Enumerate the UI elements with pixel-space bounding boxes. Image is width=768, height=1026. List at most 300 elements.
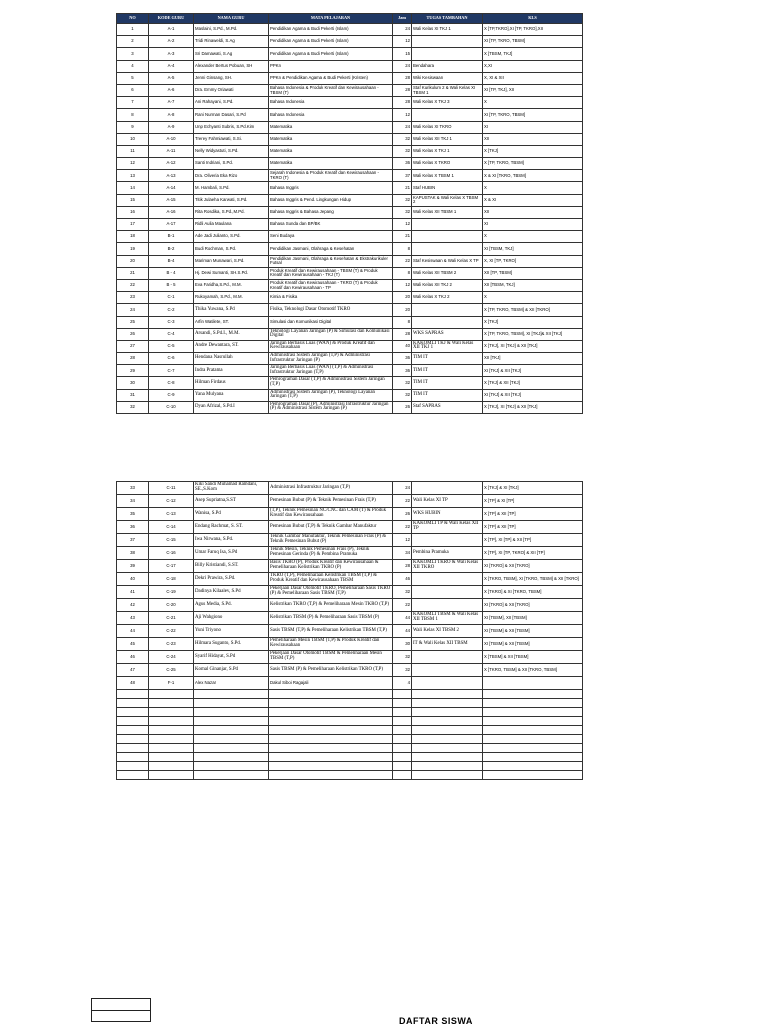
table-header-row bbox=[117, 14, 583, 24]
empty-cell bbox=[117, 735, 149, 744]
cell-kode: C-20 bbox=[149, 599, 194, 612]
cell-mapel: Kelistrikan TKRO (T,P) & Pemeliharaan Mesin TKRO (T,P) bbox=[269, 599, 393, 612]
cell-nama: Dekri Prawira, S.Pd. bbox=[194, 573, 269, 586]
cell-no: 6 bbox=[117, 84, 149, 96]
cell-tugas: TIM IT bbox=[412, 377, 483, 389]
cell-no: 36 bbox=[117, 521, 149, 534]
cell-mapel: Pemesinan Bubut (P) & Teknik Pemesinan Frais (T,P) bbox=[269, 495, 393, 508]
empty-row bbox=[117, 699, 583, 708]
cell-tugas: Wali Kelas XI TP bbox=[412, 495, 483, 508]
cell-kls: X [TKRO, TBSM] & XII [TKRO, TBSM] bbox=[483, 664, 583, 677]
empty-cell bbox=[412, 735, 483, 744]
cell-jam: 12 bbox=[393, 36, 412, 48]
empty-cell bbox=[269, 762, 393, 771]
empty-cell bbox=[393, 708, 412, 717]
cell-kode: A-15 bbox=[149, 194, 194, 206]
cell-nama: Hj. Dewi Sumanti, SH.S.Pd. bbox=[194, 267, 269, 279]
cell-nama: Arsandi, S.Pd.I., M.M. bbox=[194, 328, 269, 340]
empty-cell bbox=[412, 762, 483, 771]
empty-cell bbox=[483, 753, 583, 762]
empty-row bbox=[117, 690, 583, 699]
cell-nama: Tridi Rinaweldi, S.Ag bbox=[194, 36, 269, 48]
cell-kode: C-12 bbox=[149, 495, 194, 508]
table-row bbox=[117, 60, 583, 72]
cell-jam: 30 bbox=[393, 638, 412, 651]
cell-kode: A-11 bbox=[149, 145, 194, 157]
cell-tugas: Wali Kelas XII TKJ 1 bbox=[412, 133, 483, 145]
cell-jam: 46 bbox=[393, 573, 412, 586]
cell-kls: X,XI bbox=[483, 60, 583, 72]
cell-kls: XI [TKRO] & XII [TKRO] bbox=[483, 560, 583, 573]
empty-cell bbox=[412, 744, 483, 753]
cell-kode: C-5 bbox=[149, 340, 194, 352]
table-row bbox=[117, 279, 583, 291]
empty-row bbox=[117, 717, 583, 726]
table-row bbox=[117, 340, 583, 352]
cell-kode: B-4 bbox=[149, 255, 194, 267]
cell-mapel: (T,P), Teknik Pemesinan NC/CNC dan CAM (T) & Produk Kreatif dan Kewirausahaan bbox=[269, 508, 393, 521]
empty-cell bbox=[149, 771, 194, 780]
cell-jam: 24 bbox=[393, 24, 412, 36]
table-row bbox=[117, 182, 583, 194]
cell-no: 3 bbox=[117, 48, 149, 60]
cell-nama: Rani Nurman Dasari, S.Pd bbox=[194, 109, 269, 121]
cell-no: 2 bbox=[117, 36, 149, 48]
cell-mapel: Teknik Gambar Manufaktur, Teknik Pemesinan Frais (P) & Teknik Pemesinan Bubut (P) bbox=[269, 534, 393, 547]
cell-tugas: WKS SAPRAS bbox=[412, 328, 483, 340]
empty-cell bbox=[393, 726, 412, 735]
cell-no: 44 bbox=[117, 625, 149, 638]
cell-mapel: Sasis TBSM (T,P) & Pemeliharaan Kelistrikan TBSM (T,P) bbox=[269, 625, 393, 638]
cell-no: 4 bbox=[117, 60, 149, 72]
table-row bbox=[117, 328, 583, 340]
cell-mapel: Bahasa Sunda dan BP/BK bbox=[269, 219, 393, 231]
cell-tugas bbox=[412, 231, 483, 243]
teacher-table-2 bbox=[116, 481, 583, 780]
cell-kls: X bbox=[483, 292, 583, 304]
cell-no: 34 bbox=[117, 495, 149, 508]
empty-cell bbox=[393, 771, 412, 780]
cell-kls: XI [TKJ] & XII [TKJ] bbox=[483, 389, 583, 401]
empty-cell bbox=[117, 690, 149, 699]
empty-cell bbox=[412, 753, 483, 762]
cell-no: 9 bbox=[117, 121, 149, 133]
cell-jam: 22 bbox=[393, 255, 412, 267]
cell-mapel: Teknik Mesin, Teknik Pemesinan Frais (P), Teknik Pemesinan Gerinda (P) & Pembina Pramuka bbox=[269, 547, 393, 560]
cell-jam: 28 bbox=[393, 72, 412, 84]
empty-cell bbox=[194, 753, 269, 762]
cell-mapel: Pemrograman Dasar (P), Administrasi Infrastruktur Jaringan (P) & Administrasi Sistem Jaringan (P) bbox=[269, 401, 393, 413]
cell-nama: Budi Rochman, S.Pd. bbox=[194, 243, 269, 255]
cell-kls: X [TP] & XI [TP] bbox=[483, 495, 583, 508]
cell-tugas: Wali Kelas X TKJ 2 bbox=[412, 292, 483, 304]
cell-kode: A-6 bbox=[149, 84, 194, 96]
cell-nama: Dyan Afrizal, S.Pd.I bbox=[194, 401, 269, 413]
cell-kls: X [TP], XI [TP, TKRO] & XII [TP] bbox=[483, 547, 583, 560]
teacher-table-1 bbox=[116, 13, 583, 414]
cell-jam: 21 bbox=[393, 182, 412, 194]
cell-jam: 32 bbox=[393, 206, 412, 218]
cell-kode: C-7 bbox=[149, 365, 194, 377]
cell-kls: XI [TP, TKJ], XII bbox=[483, 84, 583, 96]
cell-kode: A-1 bbox=[149, 24, 194, 36]
cell-kode: C-11 bbox=[149, 482, 194, 495]
cell-kode: C-18 bbox=[149, 573, 194, 586]
table-row bbox=[117, 612, 583, 625]
cell-kode: C-25 bbox=[149, 664, 194, 677]
empty-cell bbox=[117, 762, 149, 771]
empty-cell bbox=[269, 717, 393, 726]
cell-jam: 21 bbox=[393, 231, 412, 243]
cell-nama: Maslaini, S.Pd., M.Pd. bbox=[194, 24, 269, 36]
cell-nama: Hendana Nasrullah bbox=[194, 353, 269, 365]
cell-mapel: Jaringan Berbasis Luas (WAN) (T,P) & Administrasi Infrastruktur Jaringan (T,P) bbox=[269, 365, 393, 377]
cell-no: 43 bbox=[117, 612, 149, 625]
empty-cell bbox=[483, 771, 583, 780]
cell-tugas: Staf HUBIN bbox=[412, 182, 483, 194]
cell-no: 35 bbox=[117, 508, 149, 521]
cell-kode: C-4 bbox=[149, 328, 194, 340]
cell-kode: B-1 bbox=[149, 231, 194, 243]
table-body-2 bbox=[117, 482, 583, 780]
empty-cell bbox=[412, 690, 483, 699]
cell-nama: Syarif Hidayat, S.Pd bbox=[194, 651, 269, 664]
cell-tugas: Wali Kelas X TKJ 1 bbox=[412, 145, 483, 157]
table-row bbox=[117, 377, 583, 389]
cell-jam: 28 bbox=[393, 97, 412, 109]
table-row bbox=[117, 36, 583, 48]
cell-jam: 12 bbox=[393, 279, 412, 291]
cell-nama: Arfin Watilete, ST. bbox=[194, 316, 269, 328]
cell-jam: 28 bbox=[393, 84, 412, 96]
cell-nama: Dra. Emmy Oriawati bbox=[194, 84, 269, 96]
table-row bbox=[117, 292, 583, 304]
cell-kls: X [TKJ] & XI [TKJ] bbox=[483, 482, 583, 495]
cell-jam: 24 bbox=[393, 121, 412, 133]
cell-tugas: KAKOMLI TKRO & Wali Kelas XII TKRO bbox=[412, 560, 483, 573]
cell-kode: A-8 bbox=[149, 109, 194, 121]
empty-cell bbox=[412, 699, 483, 708]
footer-box bbox=[91, 998, 151, 1022]
cell-kode: A-5 bbox=[149, 72, 194, 84]
empty-cell bbox=[412, 717, 483, 726]
cell-kls: XI [TBSM] & XII [TBSM] bbox=[483, 625, 583, 638]
cell-kls: X & XI [TKRO, TBSM] bbox=[483, 170, 583, 182]
empty-cell bbox=[149, 744, 194, 753]
cell-kls: X, XI [TP, TKRO] bbox=[483, 255, 583, 267]
cell-mapel: Sejarah Indonesia & Produk Kreatif dan Kewirausahaan - TKRO (T) bbox=[269, 170, 393, 182]
cell-kode: C-8 bbox=[149, 377, 194, 389]
cell-kode: F-1 bbox=[149, 677, 194, 690]
cell-kls: XI [TBSM], XII [TBSM] bbox=[483, 612, 583, 625]
cell-tugas: Wali Kelas X TKJ 3 bbox=[412, 97, 483, 109]
cell-kode: C-23 bbox=[149, 638, 194, 651]
cell-jam: 8 bbox=[393, 267, 412, 279]
table-row bbox=[117, 547, 583, 560]
cell-jam: 36 bbox=[393, 158, 412, 170]
cell-no: 16 bbox=[117, 206, 149, 218]
empty-cell bbox=[194, 726, 269, 735]
cell-mapel: Pemeliharaan Mesin TBSM (T,P) & Produk Kreatif dan Kewirausahaan bbox=[269, 638, 393, 651]
empty-cell bbox=[412, 726, 483, 735]
cell-mapel: Seni Budaya bbox=[269, 231, 393, 243]
cell-jam: 36 bbox=[393, 353, 412, 365]
cell-mapel: Bahasa Indonesia bbox=[269, 109, 393, 121]
cell-kls: XII [TBSM, TKJ] bbox=[483, 279, 583, 291]
cell-kls: XII bbox=[483, 206, 583, 218]
cell-nama: Indra Pratama bbox=[194, 365, 269, 377]
cell-kls: X [TP,TKRO],XI [TP, TKRO],XII bbox=[483, 24, 583, 36]
empty-cell bbox=[149, 726, 194, 735]
empty-cell bbox=[393, 717, 412, 726]
cell-jam: 32 bbox=[393, 586, 412, 599]
empty-cell bbox=[269, 690, 393, 699]
cell-kode: A-7 bbox=[149, 97, 194, 109]
cell-mapel: Matematika bbox=[269, 145, 393, 157]
cell-tugas: Wali Kelas X TKRO bbox=[412, 158, 483, 170]
cell-kls: X, XI & XII bbox=[483, 72, 583, 84]
table-row bbox=[117, 677, 583, 690]
table-row bbox=[117, 521, 583, 534]
cell-mapel: PPKn & Pendidikan Agama & Budi Pekerti (Kristen) bbox=[269, 72, 393, 84]
cell-no: 33 bbox=[117, 482, 149, 495]
cell-kls: X & XI bbox=[483, 194, 583, 206]
col-header-no: NO bbox=[117, 14, 149, 24]
cell-kls: X [TKRO] & XI [TKRO, TBSM] bbox=[483, 586, 583, 599]
cell-kls: X [TP] & XII [TP] bbox=[483, 521, 583, 534]
cell-mapel: Bahasa Indonesia & Produk Kreatif dan Kewirausahaan - TBSM (T) bbox=[269, 84, 393, 96]
cell-kode: C-9 bbox=[149, 389, 194, 401]
cell-tugas bbox=[412, 36, 483, 48]
cell-jam: 44 bbox=[393, 625, 412, 638]
table-row bbox=[117, 255, 583, 267]
table-row bbox=[117, 401, 583, 413]
cell-kls: X [TKJ] bbox=[483, 145, 583, 157]
empty-cell bbox=[149, 708, 194, 717]
table-row bbox=[117, 84, 583, 96]
empty-cell bbox=[194, 699, 269, 708]
cell-tugas: Wali Kelas XI TBSM 2 bbox=[412, 625, 483, 638]
empty-cell bbox=[194, 735, 269, 744]
cell-no: 8 bbox=[117, 109, 149, 121]
cell-kode: B-2 bbox=[149, 243, 194, 255]
cell-kode: B - 4 bbox=[149, 267, 194, 279]
table-row bbox=[117, 586, 583, 599]
cell-no: 18 bbox=[117, 231, 149, 243]
cell-tugas: Wali Kelas XII TKJ 2 bbox=[412, 279, 483, 291]
cell-tugas bbox=[412, 664, 483, 677]
empty-cell bbox=[117, 771, 149, 780]
empty-cell bbox=[149, 717, 194, 726]
cell-jam: 40 bbox=[393, 340, 412, 352]
cell-mapel: Bahasa Inggris & Bahasa Jepang bbox=[269, 206, 393, 218]
col-header-mapel: MATA PELAJARAN bbox=[269, 14, 393, 24]
cell-nama: Ani Rahayani, S.Pd. bbox=[194, 97, 269, 109]
cell-tugas bbox=[412, 304, 483, 316]
empty-cell bbox=[269, 744, 393, 753]
cell-nama: Dra. Oliveria Eka Rizo bbox=[194, 170, 269, 182]
cell-jam: 26 bbox=[393, 401, 412, 413]
table-row bbox=[117, 573, 583, 586]
cell-tugas: Wali Kelas XI TKJ 1 bbox=[412, 24, 483, 36]
cell-mapel: Pendidikan Agama & Budi Pekerti (Islam) bbox=[269, 24, 393, 36]
cell-mapel: Kelistrikan TBSM (P) & Pemeliharaan Sasis TBSM (P) bbox=[269, 612, 393, 625]
cell-kode: A-9 bbox=[149, 121, 194, 133]
empty-cell bbox=[117, 744, 149, 753]
cell-jam: 28 bbox=[393, 560, 412, 573]
table-row bbox=[117, 194, 583, 206]
empty-cell bbox=[149, 735, 194, 744]
cell-tugas bbox=[412, 482, 483, 495]
empty-cell bbox=[483, 699, 583, 708]
empty-cell bbox=[483, 762, 583, 771]
cell-nama: Rita Rosdika, S.Pd.,M.Pd. bbox=[194, 206, 269, 218]
col-header-kls: KLS bbox=[483, 14, 583, 24]
cell-mapel: Kimia & Fisika bbox=[269, 292, 393, 304]
cell-tugas bbox=[412, 219, 483, 231]
cell-nama: Thika Yuwana, S.Pd bbox=[194, 304, 269, 316]
cell-kode: C-24 bbox=[149, 651, 194, 664]
cell-mapel: Teknologi Layanan Jaringan (P) & Simulasi dan Komunikasi Digital bbox=[269, 328, 393, 340]
cell-nama: Komal Ginanjar, S.Pd bbox=[194, 664, 269, 677]
cell-kode: C-16 bbox=[149, 547, 194, 560]
cell-tugas: Wali Kelas XI TKRO bbox=[412, 121, 483, 133]
cell-nama: Alexander Bertus Pobuan, SH bbox=[194, 60, 269, 72]
cell-no: 22 bbox=[117, 279, 149, 291]
empty-cell bbox=[393, 690, 412, 699]
cell-jam: 37 bbox=[393, 170, 412, 182]
table-row bbox=[117, 243, 583, 255]
table-row bbox=[117, 231, 583, 243]
table-row bbox=[117, 316, 583, 328]
empty-cell bbox=[194, 744, 269, 753]
cell-tugas bbox=[412, 243, 483, 255]
cell-mapel: Administrasi Sistem Jaringan (T,P) & Administrasi Infrastruktur Jaringan (P) bbox=[269, 353, 393, 365]
cell-nama: Agus Media, S.Pd. bbox=[194, 599, 269, 612]
cell-no: 39 bbox=[117, 560, 149, 573]
table-row bbox=[117, 97, 583, 109]
cell-mapel: Pendidikan Jasmani, Olahraga & Kesehatan & Ekstrakurikuler Futsal bbox=[269, 255, 393, 267]
cell-tugas bbox=[412, 677, 483, 690]
empty-row bbox=[117, 735, 583, 744]
table-row bbox=[117, 353, 583, 365]
empty-cell bbox=[269, 708, 393, 717]
cell-tugas: KAKOMLI TKJ & Wali Kelas XII TKJ 1 bbox=[412, 340, 483, 352]
cell-kode: B - 5 bbox=[149, 279, 194, 291]
cell-no: 19 bbox=[117, 243, 149, 255]
cell-kls: X [TKJ], XI [TKJ] & XII [TKJ] bbox=[483, 340, 583, 352]
cell-nama: Eva Faridha,S.Pd., M.M. bbox=[194, 279, 269, 291]
cell-no: 46 bbox=[117, 651, 149, 664]
col-header-kode: KODE GURU bbox=[149, 14, 194, 24]
table-row bbox=[117, 389, 583, 401]
cell-mapel: Fisika, Teknologi Dasar Otomotif TKRO bbox=[269, 304, 393, 316]
col-header-tugas: TUGAS TAMBAHAN bbox=[412, 14, 483, 24]
cell-jam: 32 bbox=[393, 389, 412, 401]
cell-kode: C-6 bbox=[149, 353, 194, 365]
cell-nama: Mariman Munawari, S.Pd. bbox=[194, 255, 269, 267]
cell-no: 15 bbox=[117, 194, 149, 206]
cell-mapel: Matematika bbox=[269, 158, 393, 170]
empty-cell bbox=[393, 699, 412, 708]
cell-jam: 20 bbox=[393, 292, 412, 304]
cell-kode: C-2 bbox=[149, 304, 194, 316]
cell-jam: 12 bbox=[393, 219, 412, 231]
table-row bbox=[117, 638, 583, 651]
cell-kode: C-1 bbox=[149, 292, 194, 304]
cell-tugas: TIM IT bbox=[412, 389, 483, 401]
cell-mapel: Pemesinan Bubut (T,P) & Teknik Gambar Manufaktur bbox=[269, 521, 393, 534]
cell-kls: X bbox=[483, 182, 583, 194]
empty-cell bbox=[117, 699, 149, 708]
cell-nama: Hilmara Suganto, S.Pd. bbox=[194, 638, 269, 651]
cell-tugas: Staf Kesiswaan & Wali Kelas X TP bbox=[412, 255, 483, 267]
empty-row bbox=[117, 708, 583, 717]
cell-nama: Yuni Triyono bbox=[194, 625, 269, 638]
empty-cell bbox=[117, 726, 149, 735]
empty-row bbox=[117, 762, 583, 771]
cell-jam: 28 bbox=[393, 328, 412, 340]
cell-kode: A-2 bbox=[149, 36, 194, 48]
cell-kls: XI bbox=[483, 121, 583, 133]
cell-no: 32 bbox=[117, 401, 149, 413]
cell-nama: Titik Julaeha Karwati, S.Pd. bbox=[194, 194, 269, 206]
cell-nama: Nelly Widyastuti, S.Pd. bbox=[194, 145, 269, 157]
cell-mapel: Pemrograman Dasar (T,P) & Administrasi Sistem Jaringan (T,P) bbox=[269, 377, 393, 389]
table-body-1 bbox=[117, 24, 583, 414]
cell-kls: X [TP], XI [TP] & XII [TP] bbox=[483, 534, 583, 547]
cell-no: 29 bbox=[117, 365, 149, 377]
cell-kls: X [TKJ] bbox=[483, 316, 583, 328]
cell-mapel: Produk Kreatif dan Kewirausahaan - TKRO (T) & Produk Kreatif dan Kewirausahaan - TP bbox=[269, 279, 393, 291]
table-row bbox=[117, 267, 583, 279]
cell-tugas: Wali Kelas XII TBSM 2 bbox=[412, 267, 483, 279]
cell-jam: 8 bbox=[393, 243, 412, 255]
cell-nama: Aji Wahgiono bbox=[194, 612, 269, 625]
cell-nama: Hilman Firdaus bbox=[194, 377, 269, 389]
cell-kls: X [TP, TKRO, TBSM], XI [TKJ]& XII [TKJ] bbox=[483, 328, 583, 340]
cell-kode: C-14 bbox=[149, 521, 194, 534]
empty-cell bbox=[269, 699, 393, 708]
cell-mapel: Bahasa Inggris & Pend. Lingkungan Hidup bbox=[269, 194, 393, 206]
empty-cell bbox=[483, 690, 583, 699]
cell-tugas: Staf Kurikulum 2 & Wali Kelas XI TBSM 1 bbox=[412, 84, 483, 96]
empty-row bbox=[117, 753, 583, 762]
cell-no: 14 bbox=[117, 182, 149, 194]
cell-mapel: TKRO (T,P), Pemeliharaan Kelistrikan TBSM (T,P) & Produk Kreatif dan Kewirausahaan TBSM bbox=[269, 573, 393, 586]
table-row bbox=[117, 625, 583, 638]
empty-row bbox=[117, 726, 583, 735]
cell-tugas bbox=[412, 573, 483, 586]
cell-nama: Umar Faruq Isa, S.Pd bbox=[194, 547, 269, 560]
cell-kls: XI [TKRO] & XII [TKRO] bbox=[483, 599, 583, 612]
cell-kls: XI [TBSM, TKJ] bbox=[483, 243, 583, 255]
cell-mapel: Produk Kreatif dan Kewirausahaan - TBSM (T) & Produk Kreatif dan Kewirausahaan - TKJ (T) bbox=[269, 267, 393, 279]
cell-mapel: Administrasi Sistem Jaringan (P), Teknologi Layanan Jaringan (T,P) bbox=[269, 389, 393, 401]
cell-jam: 15 bbox=[393, 48, 412, 60]
cell-no: 45 bbox=[117, 638, 149, 651]
cell-tugas: Wali Kelas XII TBSM 1 bbox=[412, 206, 483, 218]
cell-no: 11 bbox=[117, 145, 149, 157]
cell-kls: X [TKJ] & XII [TKJ] bbox=[483, 377, 583, 389]
cell-no: 5 bbox=[117, 72, 149, 84]
table-row bbox=[117, 48, 583, 60]
cell-kls: X [TP] & XII [TP] bbox=[483, 508, 583, 521]
cell-kode: A-17 bbox=[149, 219, 194, 231]
cell-nama: Yana Mulyana bbox=[194, 389, 269, 401]
cell-nama: Kiki Sandi Muhamad Ramdani, SE.,S.Kom bbox=[194, 482, 269, 495]
empty-row bbox=[117, 744, 583, 753]
